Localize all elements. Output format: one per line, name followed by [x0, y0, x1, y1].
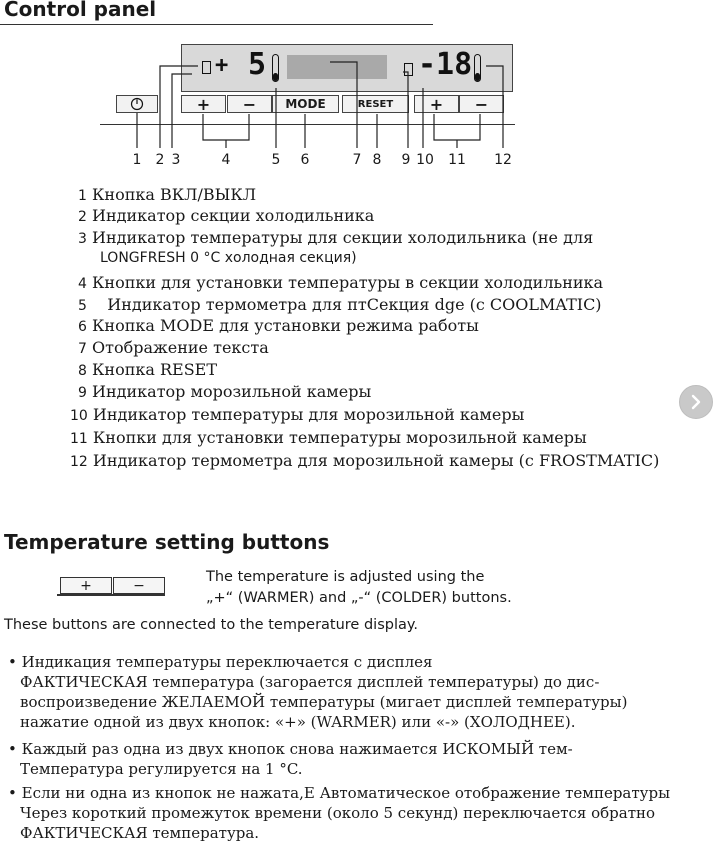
fridge-plus-button[interactable]: + [181, 95, 226, 113]
chevron-right-icon [690, 394, 702, 410]
freezer-minus-button[interactable]: − [459, 95, 504, 113]
callout-6: 6 [300, 152, 310, 168]
legend-item: 2 Индикатор секции холодильника [78, 206, 375, 225]
legend-item-continuation: LONGFRESH 0 °C холодная секция) [100, 250, 357, 266]
section-title-temperature-buttons: Temperature setting buttons [4, 530, 330, 554]
legend-item: 12 Индикатор термометра для морозильной камеры (с FROSTMATIC) [70, 451, 660, 470]
freezer-temp-display: -18 [418, 47, 473, 82]
legend-item: 3 Индикатор температуры для секции холодильника (не для [78, 228, 594, 247]
callout-7: 7 [352, 152, 362, 168]
callout-11: 11 [448, 152, 466, 168]
legend-item: 8 Кнопка RESET [78, 360, 218, 379]
temp-desc-line2: „+“ (WARMER) and „-“ (COLDER) buttons. [206, 590, 512, 606]
legend-item: 4 Кнопки для установки температуры в секции холодильника [78, 273, 604, 292]
temp-plus-button[interactable]: + [60, 577, 112, 594]
button-baseline [57, 594, 165, 596]
legend-item: 10 Индикатор температуры для морозильной камеры [70, 405, 525, 424]
callout-1: 1 [132, 152, 142, 168]
temp-minus-button[interactable]: − [113, 577, 165, 594]
legend-item: 7 Отображение текста [78, 338, 269, 357]
mode-button[interactable]: MODE [272, 95, 339, 113]
legend-item: 5 Индикатор термометра для птСекция dge (с COOLMATIC) [78, 295, 602, 314]
callout-5: 5 [271, 152, 281, 168]
callout-9: 9 [401, 152, 411, 168]
bullet-item: • Если ни одна из кнопок не нажата,Е Автоматическое отображение температуры Через короткий промежуток времени (около 5 секунд) переключается обратно ФАКТИЧЕСКАЯ температура. [8, 784, 671, 842]
legend-item: 11 Кнопки для установки температуры морозильной камеры [70, 428, 587, 447]
temp-desc-line1: The temperature is adjusted using the [206, 569, 485, 585]
callout-lines [0, 0, 718, 160]
fridge-plus-sign: + [215, 53, 229, 78]
legend-item: 6 Кнопка MODE для установки режима работы [78, 316, 479, 335]
section-title-control-panel: Control panel [4, 0, 157, 21]
bullet-item: • Индикация температуры переключается с дисплея ФАКТИЧЕСКАЯ температура (загорается дисплей температуры) до дис- воспроизведение ЖЕЛАЕМОЙ температуры (мигает дисплей температуры) нажатие одной из двух кнопок: «+» (WARMER) или «-» (ХОЛОДНЕЕ). [8, 653, 628, 731]
freezer-plus-button[interactable]: + [414, 95, 459, 113]
callout-10: 10 [416, 152, 434, 168]
connected-note: These buttons are connected to the temperature display. [4, 617, 418, 633]
callout-4: 4 [221, 152, 231, 168]
fridge-minus-button[interactable]: − [227, 95, 272, 113]
fridge-temp-display: 5 [248, 47, 267, 82]
legend-item: 1 Кнопка ВКЛ/ВЫКЛ [78, 185, 257, 204]
callout-8: 8 [372, 152, 382, 168]
callout-12: 12 [494, 152, 512, 168]
next-page-button[interactable] [679, 385, 713, 419]
bullet-item: • Каждый раз одна из двух кнопок снова нажимается ИСКОМЫЙ тем- Температура регулируется на 1 °C. [8, 740, 573, 778]
reset-button[interactable]: RESET [342, 95, 409, 113]
legend-item: 9 Индикатор морозильной камеры [78, 382, 372, 401]
callout-3: 3 [171, 152, 181, 168]
callout-2: 2 [155, 152, 165, 168]
